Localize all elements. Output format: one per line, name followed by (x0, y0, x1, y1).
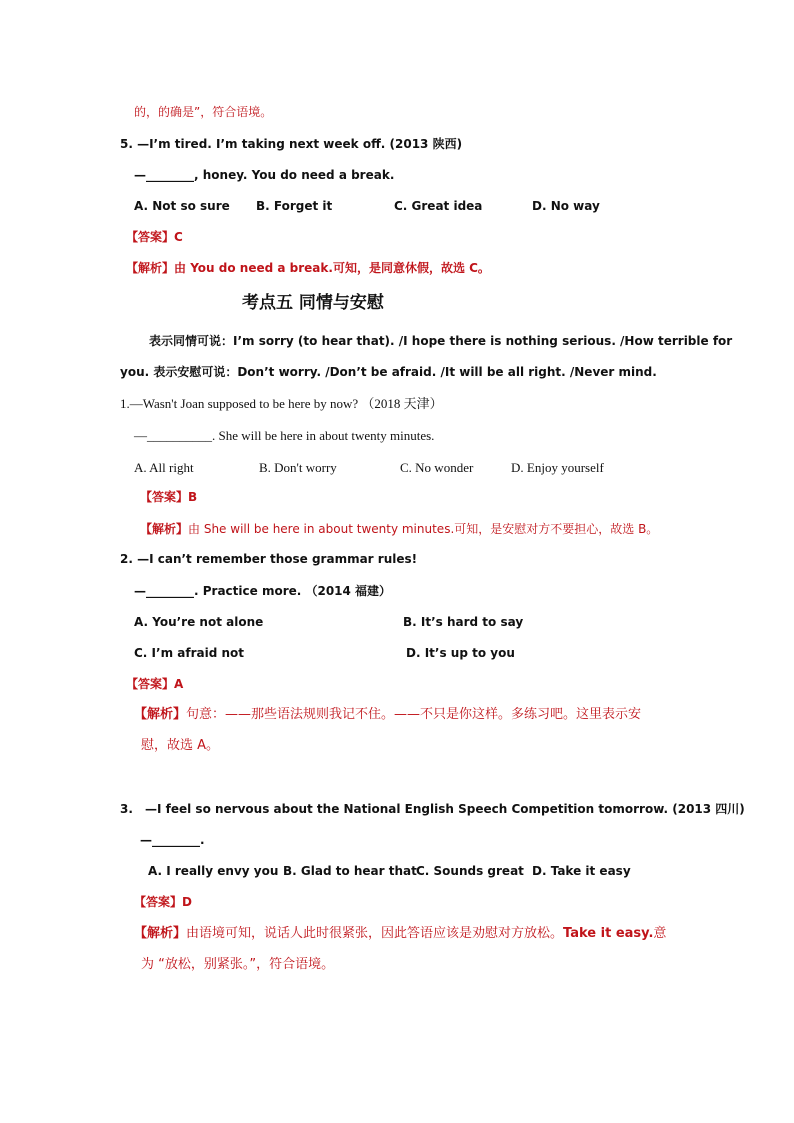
analysis-text-2: 可知，是同意休假，故选 C。 (332, 261, 490, 275)
question-2-option-b: B. It’s hard to say (403, 615, 524, 629)
question-3-answer (134, 894, 192, 910)
analysis-tag: 【解析】 (140, 522, 189, 536)
question-3-analysis (134, 926, 666, 942)
question-5-option-d: D. No way (532, 199, 600, 213)
answer-value: A (174, 677, 184, 691)
answer-value: C (174, 230, 183, 244)
question-1-stem: 1.—Wasn't Joan supposed to be here by now? （2018 天津） (120, 396, 443, 411)
question-1-option-c: C. No wonder (400, 460, 474, 475)
question-5-reply: —________, honey. You do need a break. (134, 168, 395, 182)
question-3-option-c: C. Sounds great (416, 864, 524, 878)
question-2-reply: —________. Practice more. （2014 福建） (134, 584, 392, 598)
question-1-option-a: A. All right (134, 460, 194, 475)
answer-tag: 【答案】 (126, 677, 175, 691)
question-1-option-d: D. Enjoy yourself (511, 460, 604, 475)
question-2-answer (126, 676, 183, 692)
analysis-tag: 【解析】 (134, 707, 187, 722)
analysis-text: 由语境可知，说话人此时很紧张，因此答语应该是劝慰对方放松。 (186, 926, 564, 941)
analysis-text: 句意：——那些语法规则我记不住。——不只是你这样。多练习吧。这里表示安 (186, 707, 642, 722)
question-5-stem: 5. —I’m tired. I’m taking next week off. (2013 陕西) (120, 137, 463, 151)
analysis-text: 由 (174, 261, 187, 275)
continued-analysis: 的，的确是”，符合语境。 (134, 105, 273, 119)
question-2-analysis (134, 707, 641, 723)
question-3-option-d: D. Take it easy (532, 864, 631, 878)
question-2-option-d: D. It’s up to you (406, 646, 515, 660)
analysis-tag: 【解析】 (134, 926, 187, 941)
question-2-stem: 2. —I can’t remember those grammar rules! (120, 552, 418, 566)
section-intro-line-2: you. 表示安慰可说：Don’t worry. /Don’t be afraid. /It will be all right. /Never mind. (120, 365, 657, 379)
question-2-option-c: C. I’m afraid not (134, 646, 244, 660)
analysis-text-2: 意 (653, 926, 667, 941)
question-2-option-a: A. You’re not alone (134, 615, 264, 629)
analysis-quote: Take it easy. (563, 926, 654, 941)
question-3-reply: —________. (140, 833, 205, 847)
section-title: 考点五 同情与安慰 (242, 293, 384, 313)
question-3-number: 3. (120, 802, 133, 816)
question-1-option-b: B. Don't worry (259, 460, 337, 475)
answer-tag: 【答案】 (126, 230, 175, 244)
answer-value: B (188, 490, 198, 504)
question-3-option-a: A. I really envy you (148, 864, 279, 878)
question-1-answer (140, 489, 197, 505)
answer-tag: 【答案】 (134, 895, 183, 909)
question-2-analysis-cont: 慰，故选 A。 (141, 738, 220, 753)
question-1-analysis (140, 521, 658, 537)
question-5-option-b: B. Forget it (256, 199, 333, 213)
question-5-answer (126, 229, 183, 245)
question-5-analysis (126, 260, 490, 276)
question-1-reply: —__________. She will be here in about twenty minutes. (134, 428, 435, 443)
question-5-option-c: C. Great idea (394, 199, 483, 213)
question-3-stem: —I feel so nervous about the National English Speech Competition tomorrow. (2013 四川) (145, 802, 745, 816)
question-3-analysis-cont: 为 “放松，别紧张。”，符合语境。 (141, 957, 335, 972)
answer-tag: 【答案】 (140, 490, 189, 504)
analysis-tag: 【解析】 (126, 261, 175, 275)
answer-value: D (182, 895, 192, 909)
analysis-quote: You do need a break. (190, 261, 333, 275)
section-intro-line-1: 表示同情可说：I’m sorry (to hear that). /I hope there is nothing serious. /How terrible for (149, 334, 733, 348)
question-3-option-b: B. Glad to hear that (283, 864, 417, 878)
question-5-option-a: A. Not so sure (134, 199, 230, 213)
analysis-text: 由 She will be here in about twenty minutes.可知，是安慰对方不要担心，故选 B。 (188, 522, 659, 536)
